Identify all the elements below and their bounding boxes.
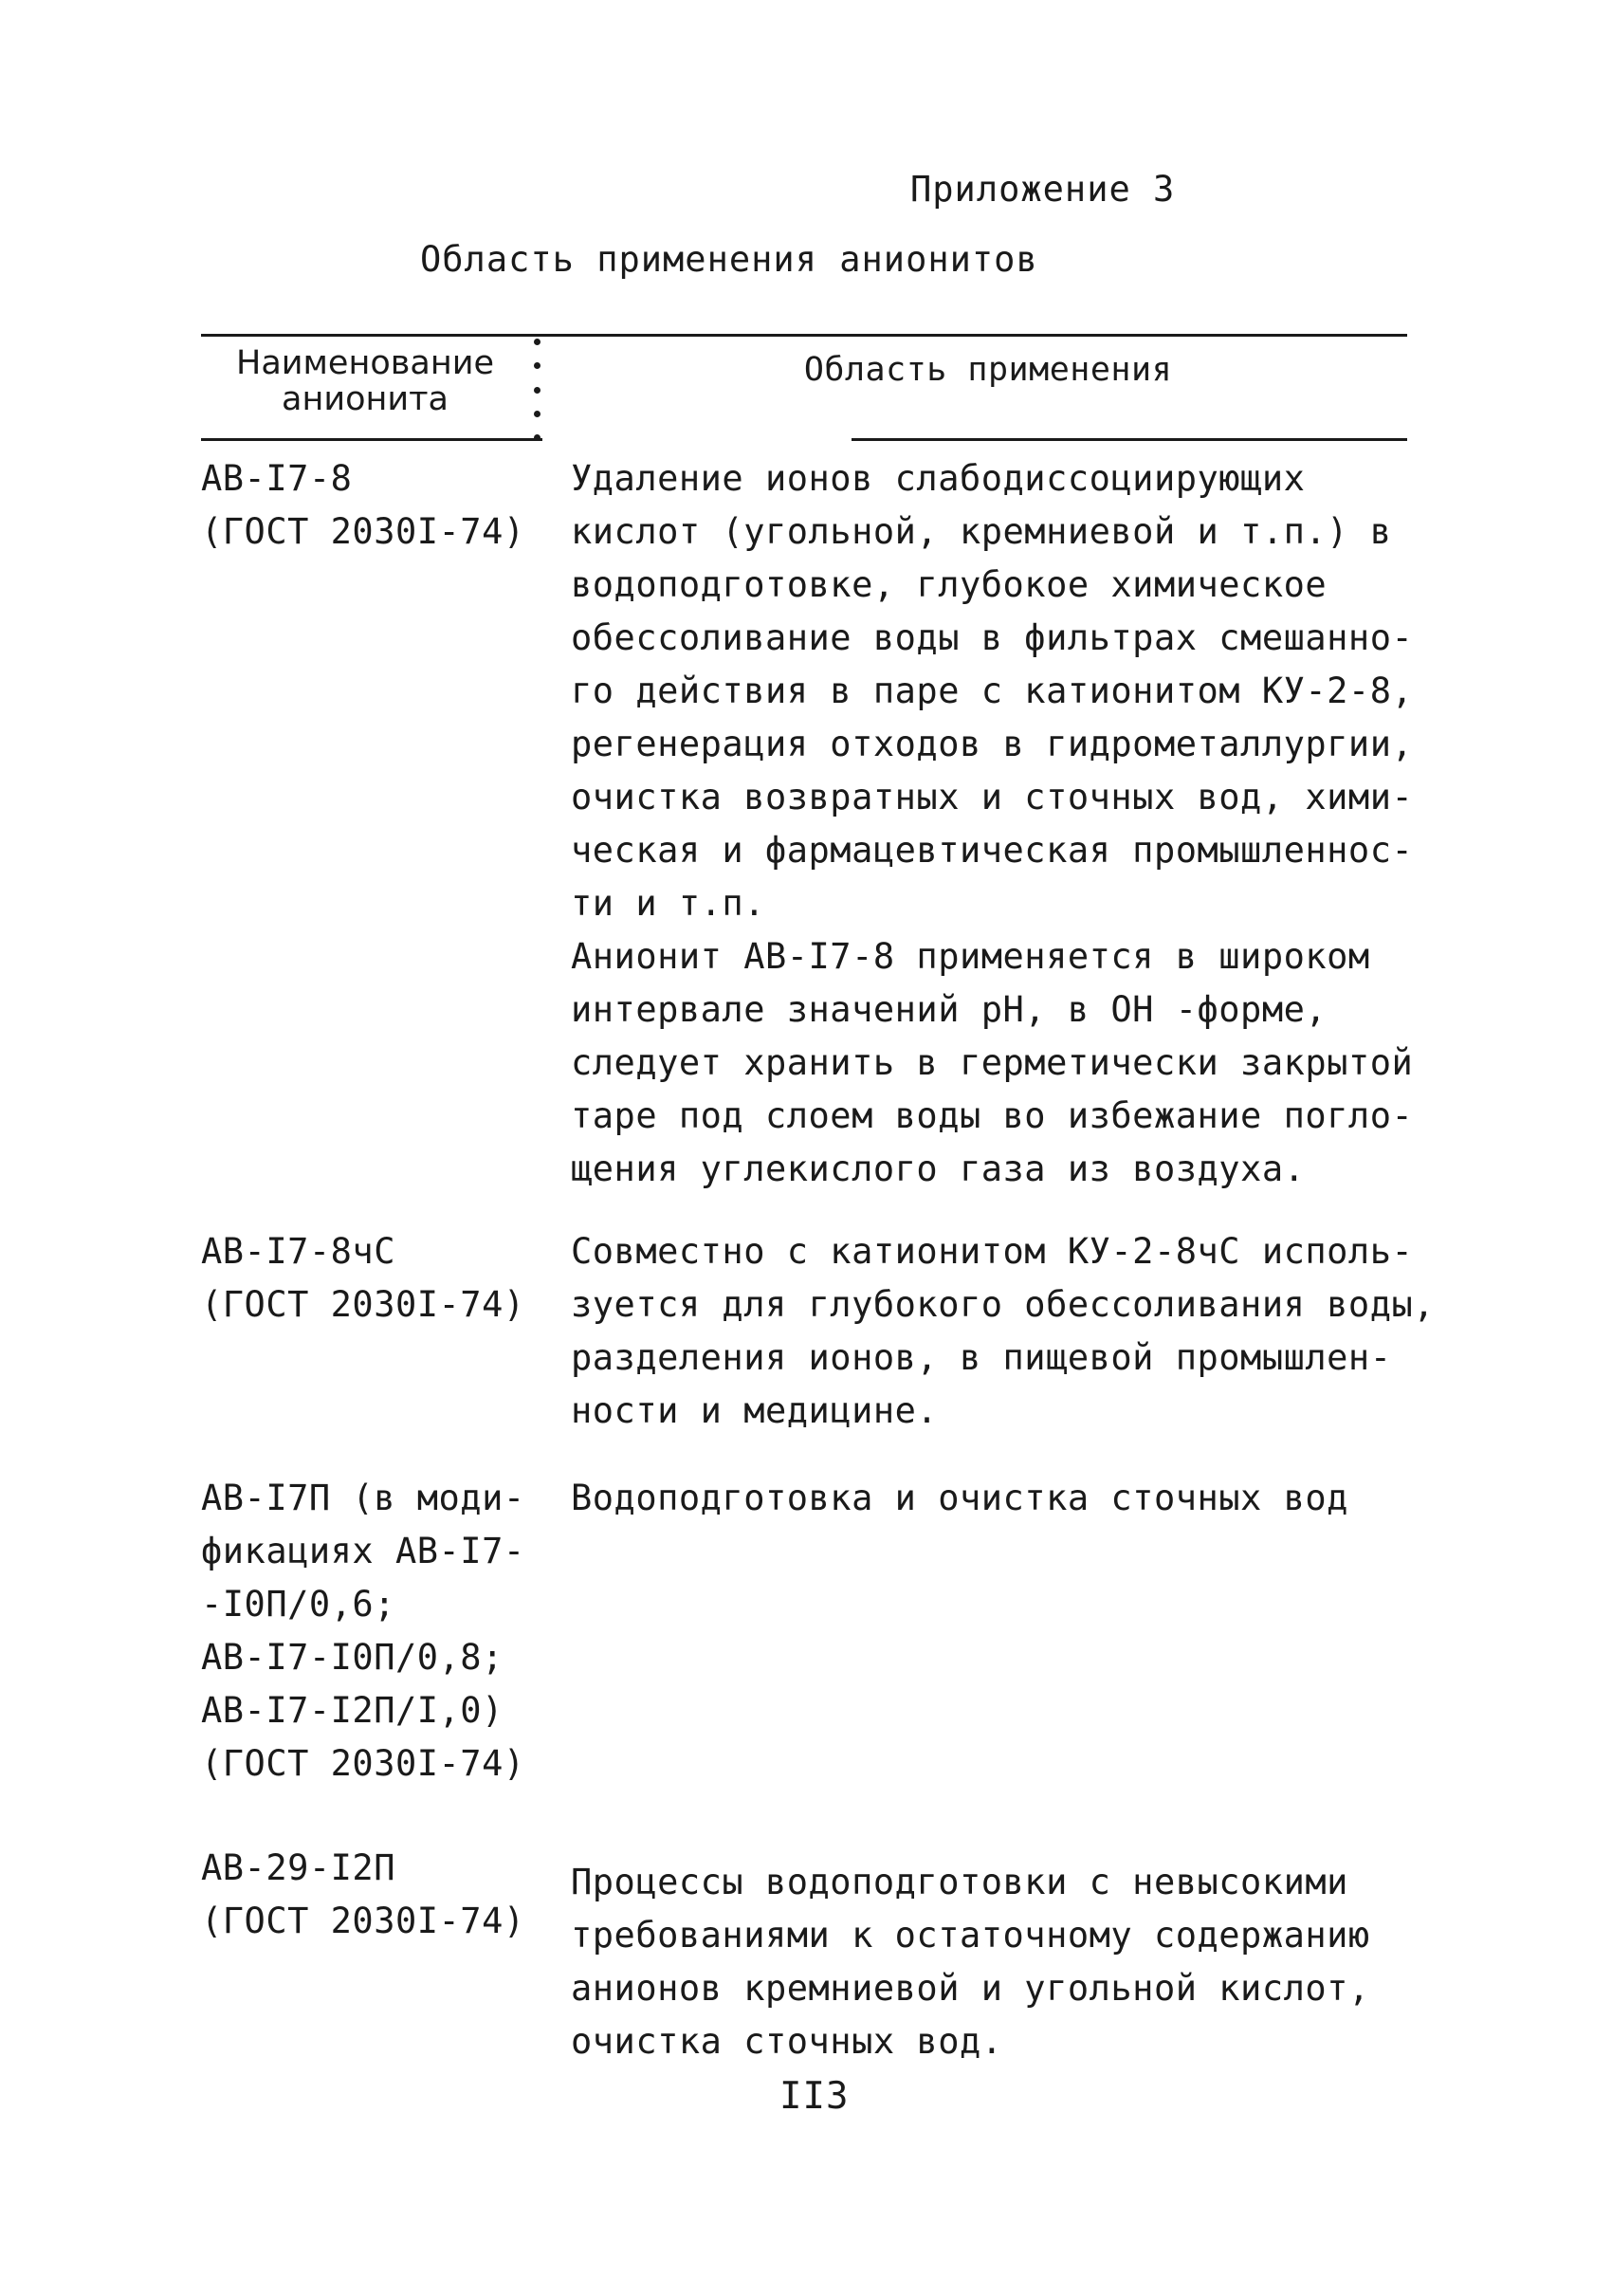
area-line: обессоливание воды в фильтрах смешанно- — [571, 617, 1414, 658]
area-line: Процессы водоподготовки с невысокими — [571, 1862, 1348, 1902]
table-row-name — [201, 1842, 552, 1948]
area-line: ти и т.п. — [571, 883, 765, 924]
name-line: (ГОСТ 2030I-74) — [201, 1901, 525, 1941]
area-line: таре под слоем воды во избежание погло- — [571, 1095, 1414, 1136]
area-line: зуется для глубокого обессоливания воды, — [571, 1284, 1436, 1325]
area-line: следует хранить в герметически закрытой — [571, 1042, 1414, 1083]
area-line: Совместно с катионитом КУ-2-8чС исполь- — [571, 1231, 1414, 1272]
table-row-name — [201, 452, 552, 559]
area-line: Удаление ионов слабодиссоциирующих — [571, 458, 1306, 499]
table-row-area — [571, 1856, 1443, 2068]
area-line: требованиями к остаточному содержанию — [571, 1915, 1370, 1956]
page-number: II3 — [779, 2075, 850, 2118]
area-line: интервале значений pH, в ОН -форме, — [571, 989, 1328, 1030]
area-line: очистка сточных вод. — [571, 2021, 1003, 2062]
column-header-area: Область применения — [803, 351, 1173, 389]
area-line: водоподготовке, глубокое химическое — [571, 564, 1328, 605]
area-line: ности и медицине. — [571, 1390, 939, 1431]
name-line: АВ-29-I2П — [201, 1847, 395, 1888]
table-top-rule — [201, 334, 1407, 337]
name-line: АВ-I7-I0П/0,8; — [201, 1637, 504, 1678]
name-line: (ГОСТ 2030I-74) — [201, 1284, 525, 1325]
area-line: регенерация отходов в гидрометаллургии, — [571, 724, 1414, 764]
name-line: -I0П/0,6; — [201, 1584, 395, 1625]
name-line: АВ-I7-8 — [201, 458, 353, 499]
name-line: АВ-I7П (в моди- — [201, 1478, 525, 1518]
table-row-area — [571, 1225, 1443, 1438]
name-line: АВ-I7-I2П/I,0) — [201, 1690, 504, 1731]
table-row-area — [571, 452, 1443, 1196]
area-line: Анионит АВ-I7-8 применяется в широком — [571, 936, 1370, 977]
area-line: ческая и фармацевтическая промышленнос- — [571, 830, 1414, 871]
document-title: Область применения анионитов — [420, 239, 1038, 280]
table-row-name — [201, 1225, 552, 1332]
table-row-area — [571, 1472, 1443, 1525]
area-line: кислот (угольной, кремниевой и т.п.) в — [571, 511, 1392, 552]
column-separator — [531, 339, 542, 441]
appendix-label: Приложение 3 — [910, 169, 1176, 210]
area-line: го действия в паре с катионитом КУ-2-8, — [571, 670, 1414, 711]
column-header-name-line: Наименование — [236, 344, 494, 382]
header-bottom-rule-left — [201, 438, 542, 441]
name-line: (ГОСТ 2030I-74) — [201, 511, 525, 552]
area-line: анионов кремниевой и угольной кислот, — [571, 1968, 1370, 2009]
name-line: АВ-I7-8чС — [201, 1231, 395, 1272]
area-line: щения углекислого газа из воздуха. — [571, 1148, 1306, 1189]
area-line: разделения ионов, в пищевой промышлен- — [571, 1337, 1392, 1378]
column-header-name — [209, 345, 522, 417]
area-line: Водоподготовка и очистка сточных вод — [571, 1478, 1348, 1518]
table-row-name — [201, 1472, 552, 1791]
column-header-name-line: анионита — [282, 380, 449, 418]
name-line: (ГОСТ 2030I-74) — [201, 1743, 525, 1784]
name-line: фикациях АВ-I7- — [201, 1531, 525, 1571]
area-line: очистка возвратных и сточных вод, хими- — [571, 777, 1414, 817]
header-bottom-rule-right — [852, 438, 1407, 441]
